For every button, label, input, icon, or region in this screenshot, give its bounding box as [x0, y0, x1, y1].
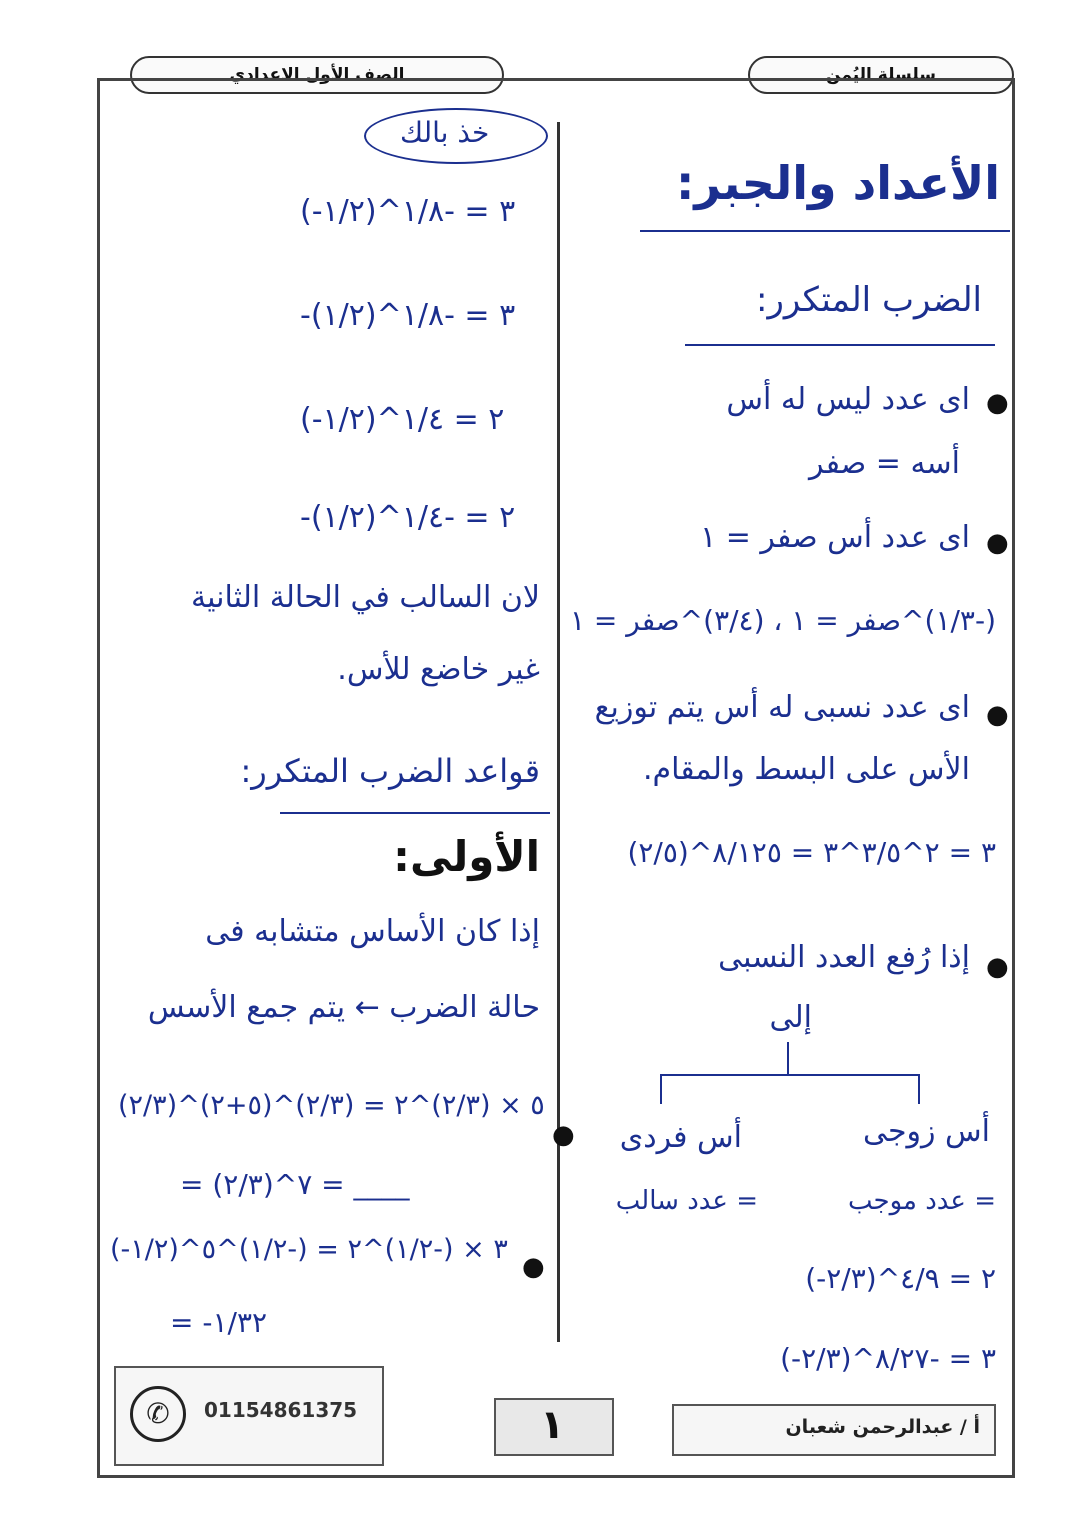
- rule-distribute-line2: الأس على البسط والمقام.: [642, 752, 970, 787]
- rule-distribute-line1: اى عدد نسبى له أس يتم توزيع: [594, 690, 970, 725]
- title-underline: [640, 230, 1010, 232]
- tree-right-leg: [918, 1074, 920, 1104]
- rules-underline: [280, 812, 550, 814]
- bullet-dot: ●: [552, 1120, 575, 1150]
- rule-no-exponent-line2: أسه = صفر: [809, 446, 960, 481]
- math-line-7: (-١/٢)^٣ × (-١/٢)^٢ = (-١/٢)^٥: [110, 1234, 508, 1265]
- odd-exponent-label: أس فردى: [619, 1120, 742, 1155]
- rules-title: قواعد الضرب المتكرر:: [240, 752, 540, 790]
- subsection-title: الضرب المتكرر:: [756, 280, 982, 320]
- even-result: = عدد موجب: [847, 1186, 996, 1216]
- bullet-dot: ●: [522, 1252, 545, 1282]
- even-exponent-label: أس زوجى: [862, 1114, 990, 1149]
- rule-no-exponent-line1: اى عدد ليس له أس: [726, 382, 970, 417]
- bullet-dot: ●: [986, 700, 1009, 730]
- tree-bar: [660, 1074, 920, 1076]
- phone-icon: ✆: [130, 1386, 186, 1442]
- page-number: ١: [540, 1402, 565, 1448]
- bullet-dot: ●: [986, 952, 1009, 982]
- note-line-1: لان السالب في الحالة الثانية: [191, 580, 540, 615]
- math-line-6: = (٢/٣)^٧ = ____: [180, 1168, 410, 1201]
- bullet-dot: ●: [986, 528, 1009, 558]
- example-zero-exponent: (-١/٣)^صفر = ١ ، (٣/٤)^صفر = ١: [569, 604, 996, 637]
- math-line-1: (-١/٢)^٣ = -١/٨: [300, 194, 516, 229]
- first-rule-line1: إذا كان الأساس متشابه فى: [205, 914, 540, 949]
- subtitle-underline: [685, 344, 995, 346]
- phone-number: 01154861375: [204, 1398, 358, 1422]
- math-line-5: (٢/٣)^٥ × (٢/٣)^٢ = (٢/٣)^(٥+٢): [118, 1090, 545, 1121]
- math-line-4: -(١/٢)^٢ = -١/٤: [300, 500, 516, 535]
- grade-label: الصف الأول الاعدادي: [229, 65, 405, 85]
- rule-sign-line2: إلى: [769, 1000, 812, 1035]
- author-name: أ / عبدالرحمن شعبان: [785, 1416, 980, 1438]
- math-line-8: = -١/٣٢: [170, 1306, 268, 1339]
- column-divider: [557, 122, 560, 1342]
- example-even-power: (-٢/٣)^٢ = ٤/٩: [805, 1262, 996, 1295]
- math-line-3: (-١/٢)^٢ = ١/٤: [300, 402, 505, 437]
- tree-left-leg: [660, 1074, 662, 1104]
- series-name: سلسلة اليُمن: [826, 65, 936, 85]
- first-rule-line2: حالة الضرب ← يتم جمع الأسس: [147, 990, 540, 1025]
- note-label: خذ بالك: [400, 116, 490, 149]
- rule-zero-exponent: اى عدد أس صفر = ١: [700, 520, 970, 555]
- rule-sign-line1: إذا رُفع العدد النسبى: [718, 940, 970, 975]
- example-odd-power: (-٢/٣)^٣ = -٨/٢٧: [780, 1342, 996, 1375]
- first-rule-heading: الأولى:: [393, 832, 540, 881]
- bullet-dot: ●: [986, 388, 1009, 418]
- section-title: الأعداد والجبر:: [676, 156, 1000, 210]
- example-distribute: (٢/٥)^٣ = ٢^٣/٥^٣ = ٨/١٢٥: [627, 836, 996, 869]
- tree-stem: [787, 1042, 789, 1076]
- odd-result: = عدد سالب: [615, 1186, 758, 1216]
- note-line-2: غير خاضع للأس.: [337, 652, 540, 687]
- math-line-2: -(١/٢)^٣ = -١/٨: [300, 298, 516, 333]
